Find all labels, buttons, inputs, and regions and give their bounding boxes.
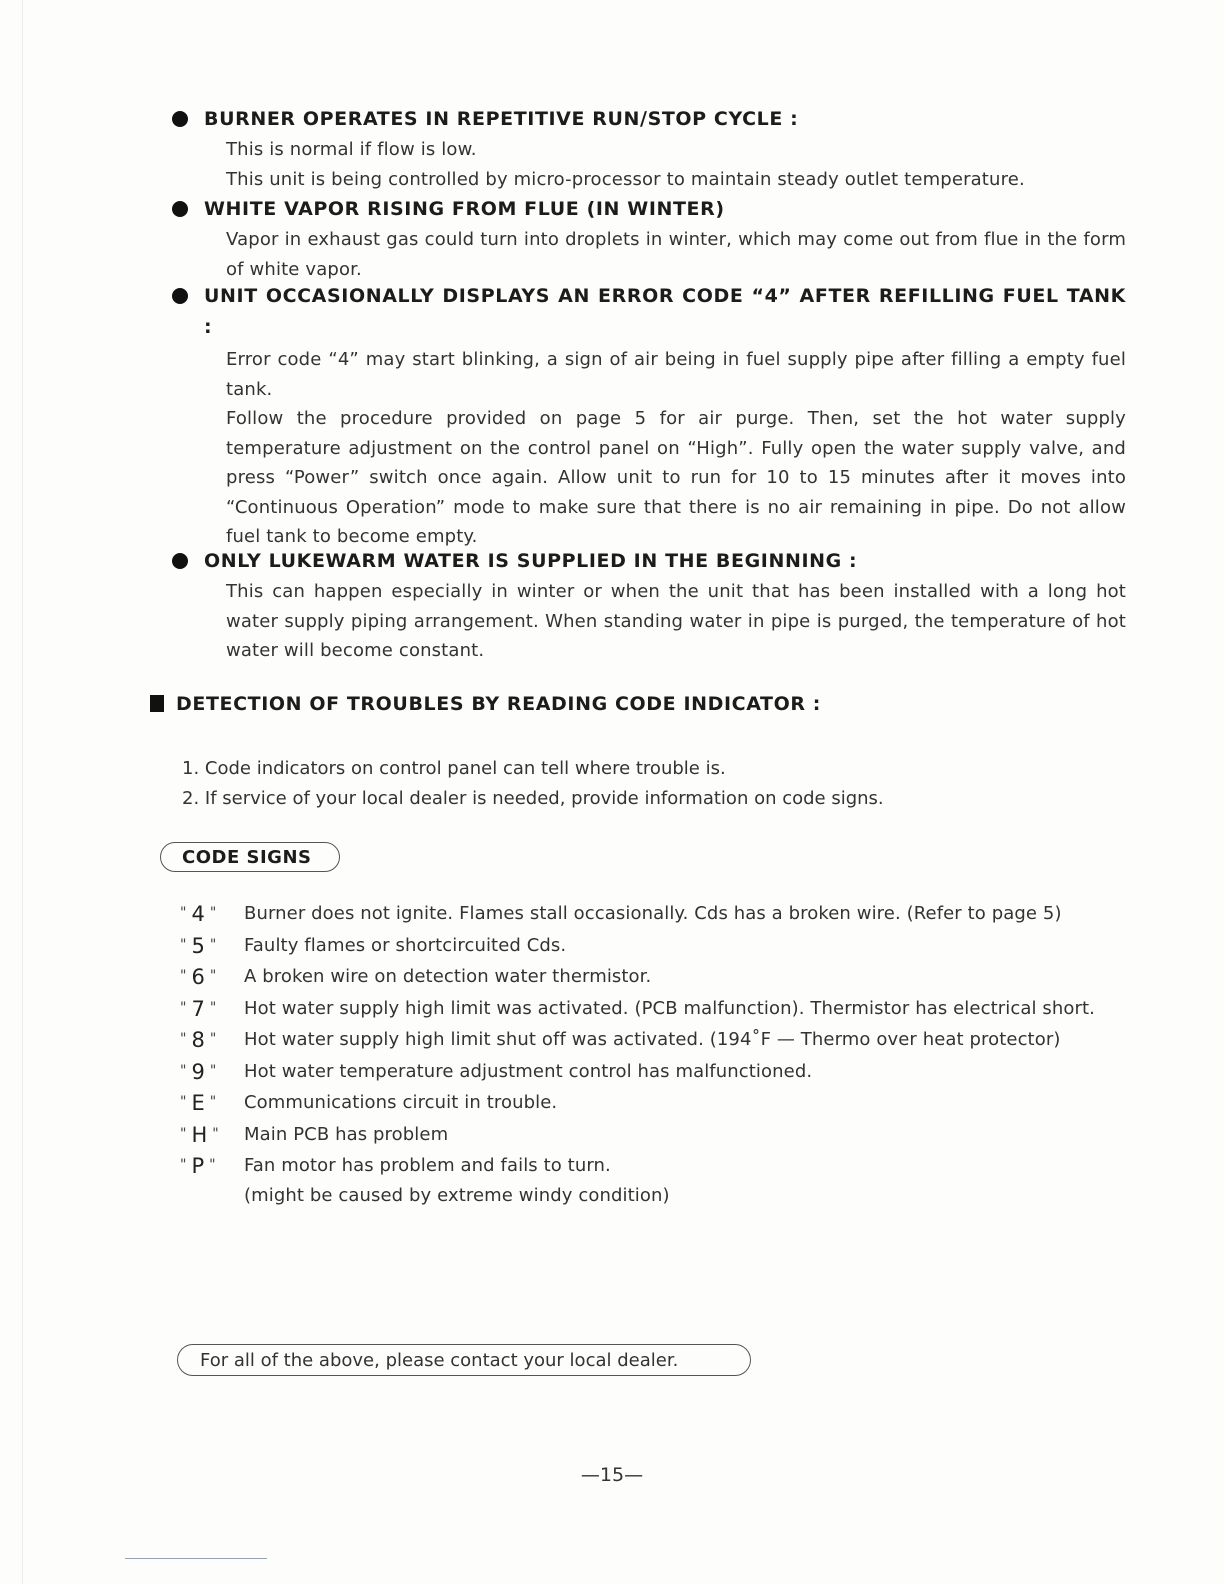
trouble-text: Vapor in exhaust gas could turn into droplets in winter, which may come out from flue in the form of white vapor. bbox=[226, 229, 1126, 280]
code-key: " 4 " bbox=[180, 902, 217, 926]
trouble-text: Error code “4” may start blinking, a sign of air being in fuel supply pipe after filling a empty fuel tank. bbox=[226, 349, 1126, 400]
trouble-heading: WHITE VAPOR RISING FROM FLUE (IN WINTER) bbox=[204, 198, 725, 220]
code-description: Hot water supply high limit was activated. (PCB malfunction). Thermistor has electrical short. bbox=[244, 997, 1095, 1019]
detection-section-title bbox=[150, 693, 821, 715]
code-value: 6 bbox=[191, 965, 205, 989]
code-key: " E " bbox=[180, 1091, 217, 1115]
code-description-line: Fan motor has problem and fails to turn. bbox=[244, 1155, 611, 1176]
code-value: 4 bbox=[191, 902, 205, 926]
contact-dealer-note bbox=[177, 1344, 751, 1376]
trouble-item-error-code-4 bbox=[172, 281, 1126, 552]
code-signs-list bbox=[180, 899, 1126, 1210]
code-key: " 8 " bbox=[180, 1028, 217, 1052]
square-bullet-icon bbox=[150, 695, 164, 712]
code-signs-label bbox=[160, 842, 340, 872]
trouble-heading: UNIT OCCASIONALLY DISPLAYS AN ERROR CODE “4” AFTER REFILLING FUEL TANK : bbox=[204, 285, 1126, 338]
list-item: 1. Code indicators on control panel can tell where trouble is. bbox=[182, 758, 726, 779]
trouble-text: This is normal if flow is low. bbox=[226, 139, 477, 160]
bottom-rule bbox=[125, 1558, 267, 1559]
code-value: 9 bbox=[191, 1059, 205, 1084]
code-row bbox=[180, 899, 1126, 931]
code-signs-title: CODE SIGNS bbox=[182, 846, 312, 868]
code-row bbox=[180, 1025, 1126, 1057]
trouble-item-white-vapor bbox=[172, 194, 1126, 284]
trouble-text: This unit is being controlled by micro-processor to maintain steady outlet temperature. bbox=[226, 168, 1025, 190]
trouble-item-run-stop bbox=[172, 104, 1126, 194]
bullet-icon bbox=[172, 288, 188, 304]
code-description: Communications circuit in trouble. bbox=[244, 1092, 558, 1113]
code-description: A broken wire on detection water thermistor. bbox=[244, 966, 652, 987]
trouble-item-lukewarm-water bbox=[172, 546, 1126, 666]
code-row bbox=[180, 994, 1126, 1026]
code-description: Burner does not ignite. Flames stall occasionally. Cds has a broken wire. (Refer to page 5) bbox=[244, 903, 1062, 924]
code-row bbox=[180, 1120, 1126, 1152]
code-key: " 6 " bbox=[180, 965, 217, 989]
code-description: Main PCB has problem bbox=[244, 1123, 449, 1145]
bullet-icon bbox=[172, 201, 188, 217]
page-edge bbox=[22, 0, 23, 1584]
detection-title-text: DETECTION OF TROUBLES BY READING CODE INDICATOR : bbox=[176, 693, 821, 715]
detection-list bbox=[182, 754, 884, 814]
code-row bbox=[180, 962, 1126, 994]
code-row bbox=[180, 931, 1126, 963]
code-description bbox=[244, 1151, 1126, 1210]
code-value: 5 bbox=[191, 933, 205, 958]
code-description: Hot water temperature adjustment control has malfunctioned. bbox=[244, 1060, 813, 1082]
code-row bbox=[180, 1057, 1126, 1089]
code-row bbox=[180, 1088, 1126, 1120]
trouble-heading: BURNER OPERATES IN REPETITIVE RUN∕STOP CYCLE : bbox=[204, 108, 799, 130]
page-number: —15— bbox=[580, 1464, 644, 1486]
code-key: " 7 " bbox=[180, 996, 217, 1021]
bullet-icon bbox=[172, 553, 188, 569]
contact-note-text: For all of the above, please contact your local dealer. bbox=[200, 1349, 679, 1371]
code-description: Hot water supply high limit shut off was activated. (194˚F — Thermo over heat protector) bbox=[244, 1029, 1061, 1050]
code-row bbox=[180, 1151, 1126, 1210]
code-description: Faulty flames or shortcircuited Cds. bbox=[244, 934, 567, 956]
code-key: " H " bbox=[180, 1122, 219, 1147]
trouble-heading: ONLY LUKEWARM WATER IS SUPPLIED IN THE BEGINNING : bbox=[204, 550, 858, 572]
code-value: 8 bbox=[191, 1028, 205, 1052]
code-description-note: (might be caused by extreme windy condition) bbox=[244, 1184, 670, 1206]
trouble-text: This can happen especially in winter or when the unit that has been installed with a long hot water supply piping arrangement. When standing water in pipe is purged, the temperature of hot water will become constant. bbox=[226, 581, 1126, 661]
code-value: 7 bbox=[191, 996, 205, 1021]
list-item: 2. If service of your local dealer is needed, provide information on code signs. bbox=[182, 788, 884, 809]
code-key: " P " bbox=[180, 1154, 216, 1178]
code-key: " 5 " bbox=[180, 933, 217, 958]
bullet-icon bbox=[172, 111, 188, 127]
code-key: " 9 " bbox=[180, 1059, 217, 1084]
code-value: E bbox=[191, 1091, 205, 1115]
code-value: P bbox=[191, 1154, 205, 1178]
code-value: H bbox=[191, 1122, 208, 1147]
trouble-text: Follow the procedure provided on page 5 for air purge. Then, set the hot water supply temperature adjustment on the control panel on “High”. Fully open the water supply valve, and press “Power” switch once again. Allow unit to run for 10 to 15 minutes after it moves into “Continuous Operation” mode to make sure that there is no air remaining in pipe. Do not allow fuel tank to become empty. bbox=[226, 408, 1126, 547]
